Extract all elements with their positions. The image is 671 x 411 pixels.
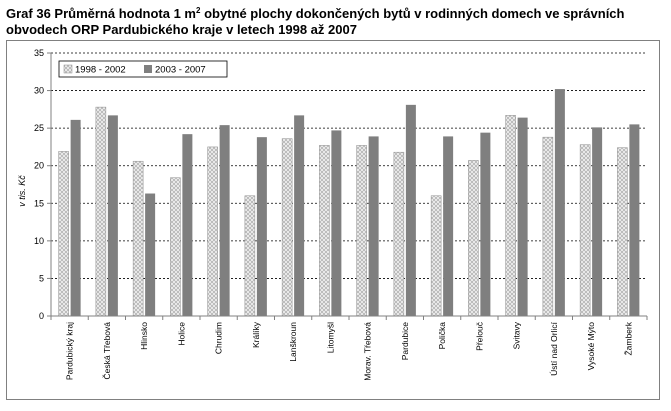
chart-area: [6, 40, 660, 400]
x-tick-label: Morav. Třebová: [362, 322, 373, 381]
chart-title-line1-start: Graf 36 Průměrná hodnota 1 m: [6, 6, 196, 21]
chart-title-line1-end: obytné plochy dokončených bytů v rodinných domech ve správních: [200, 6, 625, 21]
y-axis-label: v tis. Kč: [17, 175, 27, 207]
bar-series2: [518, 118, 528, 316]
x-tick-label: Ústí nad Orlicí: [548, 322, 559, 376]
bar-series2: [480, 133, 490, 316]
x-tick-label: Přelouč: [474, 322, 485, 351]
bar-series2: [592, 127, 602, 316]
bar-series1: [59, 151, 69, 316]
x-tick-label: Vysoké Mýto: [586, 322, 597, 371]
bar-series1: [431, 196, 441, 316]
y-tick-label: 15: [33, 198, 44, 209]
bar-series1: [394, 152, 404, 316]
bar-series2: [443, 136, 453, 316]
bar-series2: [406, 105, 416, 316]
y-tick-label: 0: [38, 311, 44, 321]
bar-series1: [506, 115, 516, 316]
legend-swatch: [64, 65, 72, 73]
bar-series1: [133, 161, 143, 316]
legend-swatch: [144, 65, 152, 73]
bars: [59, 89, 640, 316]
bar-series1: [96, 107, 106, 316]
bar-series1: [617, 148, 627, 316]
x-tick-label: Česká Třebová: [101, 322, 112, 380]
bar-chart: [7, 41, 659, 399]
chart-title-sup: 2: [196, 6, 201, 15]
y-tick-label: 20: [33, 160, 44, 171]
x-tick-label: Pardubice: [399, 322, 410, 361]
bar-series2: [71, 120, 81, 316]
bar-series2: [257, 137, 267, 316]
bar-series2: [369, 136, 379, 316]
bar-series1: [170, 178, 180, 316]
bar-series1: [580, 145, 590, 316]
y-tick-label: 10: [33, 235, 44, 246]
chart-title-line2: obvodech ORP Pardubického kraje v letech 1998 až 2007: [6, 22, 357, 37]
x-tick-label: Žamberk: [623, 322, 634, 356]
x-tick-label: Pardubický kraj: [64, 322, 75, 381]
bar-series1: [357, 145, 367, 316]
x-tick-label: Hlinsko: [139, 322, 150, 350]
x-tick-label: Litomyšl: [325, 322, 336, 354]
bar-series2: [145, 194, 155, 316]
bar-series2: [555, 89, 565, 316]
bar-series2: [108, 115, 118, 316]
bar-series2: [182, 134, 192, 316]
bar-series2: [294, 115, 304, 316]
bar-series1: [543, 137, 553, 316]
bar-series1: [282, 139, 292, 316]
x-tick-label: Lanškroun: [288, 322, 299, 362]
y-tick-label: 5: [38, 273, 44, 284]
x-axis: [51, 316, 647, 381]
bar-series2: [331, 130, 341, 316]
bar-series2: [220, 125, 230, 316]
legend: [59, 61, 227, 77]
bar-series1: [468, 160, 478, 316]
legend-label: 1998 - 2002: [75, 64, 126, 76]
x-tick-label: Svitavy: [511, 322, 522, 350]
bar-series2: [629, 124, 639, 316]
x-tick-label: Králíky: [250, 322, 261, 348]
bar-series1: [208, 147, 218, 316]
y-axis: [34, 48, 51, 321]
x-tick-label: Holice: [176, 322, 187, 346]
legend-label: 2003 - 2007: [155, 64, 206, 76]
chart-title: [6, 3, 646, 38]
y-tick-label: 25: [33, 123, 44, 134]
y-tick-label: 35: [33, 48, 44, 58]
bar-series1: [319, 145, 329, 316]
x-tick-label: Polička: [437, 322, 448, 350]
bar-series1: [245, 196, 255, 316]
y-tick-label: 30: [33, 85, 44, 96]
x-tick-label: Chrudim: [213, 322, 224, 355]
